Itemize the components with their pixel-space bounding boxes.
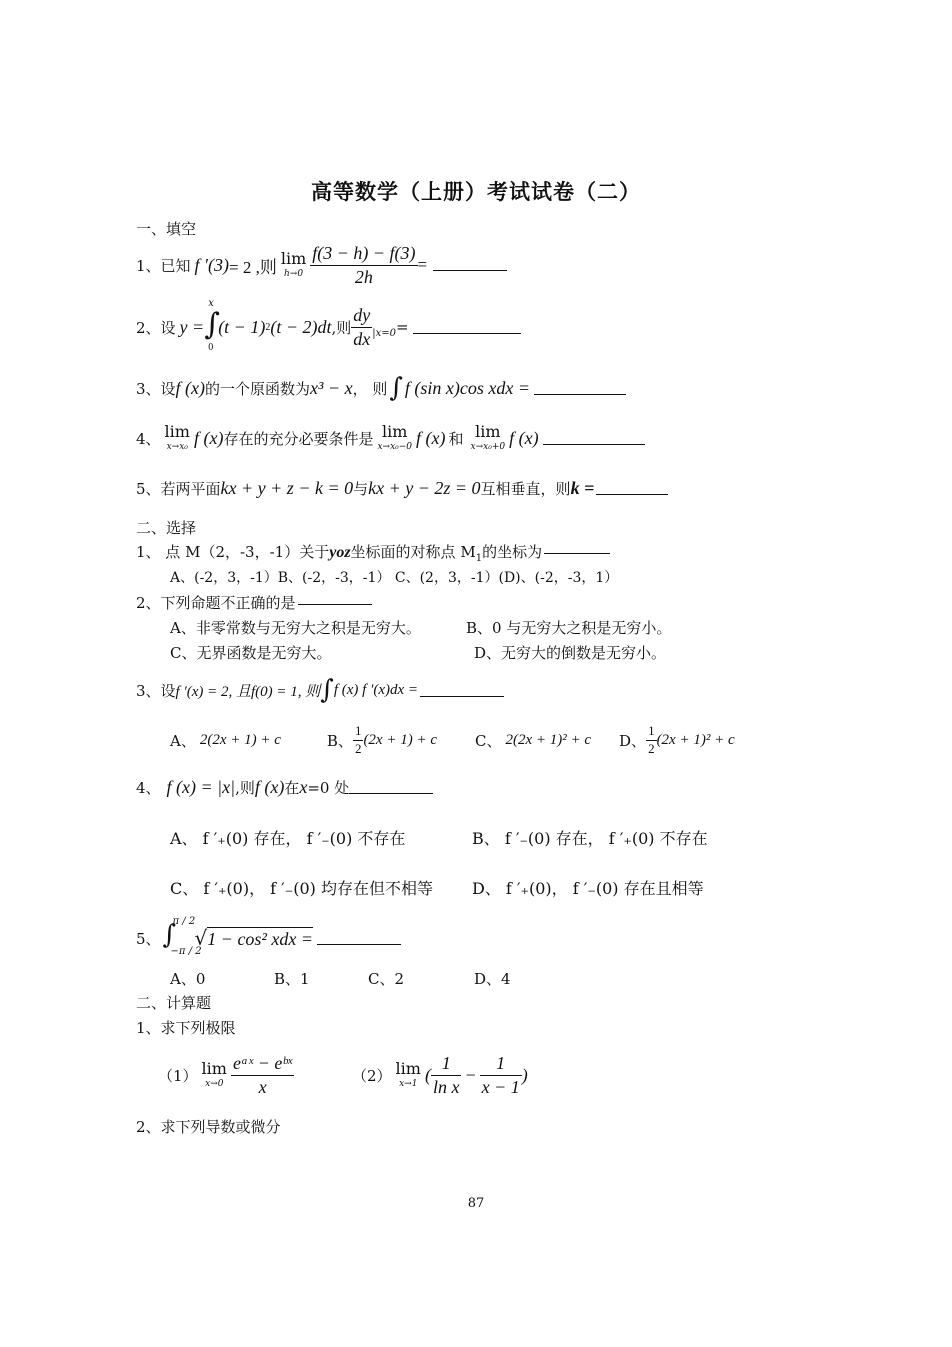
c4-at: 在 bbox=[284, 778, 300, 797]
q4-fx-left: f (x) bbox=[416, 427, 446, 448]
q5-with: 与 bbox=[353, 479, 369, 498]
c3-answer-blank[interactable] bbox=[420, 695, 504, 697]
page-title: 高等数学（上册）考试试卷（二） bbox=[311, 180, 641, 204]
q2-derivative: $\frac{dy}{dx}$ bbox=[353, 305, 371, 349]
c5-answer-blank[interactable] bbox=[317, 943, 401, 945]
question-1: 1、已知 f ′(3) = 2 ,则 lim h→0 $\frac{f(3 - h) - f(3)}{2h}$ = bbox=[136, 240, 507, 290]
section-heading-fill-blank: 一、填空 bbox=[136, 220, 197, 238]
q5-plane-1: kx + y + z − k = 0 bbox=[220, 477, 354, 498]
q4-label: 4、 bbox=[136, 429, 161, 448]
c1-text-3: 的坐标为 bbox=[482, 543, 543, 561]
q3-integral: f (sin x)cos xdx = bbox=[404, 377, 531, 398]
c3-option-b-label: B、 bbox=[326, 731, 353, 750]
c1-text: 1、 点 M（2，-3，-1）关于 bbox=[136, 543, 330, 561]
p2-fraction-2: $\frac{1}{x - 1}$ bbox=[481, 1053, 520, 1097]
c4-fx: f (x) bbox=[254, 776, 285, 797]
c5-sqrt-sign: √ bbox=[194, 926, 208, 950]
c3-integral: f (x) f ′(x)dx = bbox=[333, 681, 419, 698]
c4-option-d: D、 f ′₊(0)， f ′₋(0) 存在且相等 bbox=[472, 879, 704, 898]
c3-option-b: (2x + 1) + c bbox=[363, 731, 437, 748]
c5-option-d: D、4 bbox=[474, 970, 511, 988]
q3-label: 3、设 bbox=[136, 379, 176, 398]
q3-answer-blank[interactable] bbox=[534, 393, 626, 395]
c3-option-b-half: $\frac{1}{2}$ bbox=[354, 723, 362, 756]
choice-2 bbox=[136, 592, 372, 613]
section-heading-computation: 二、计算题 bbox=[136, 994, 212, 1012]
c4-at-zero: =0 处 bbox=[307, 778, 350, 797]
question-3 bbox=[136, 372, 626, 404]
q3-integral-sign: ∫ bbox=[389, 373, 403, 403]
c2-answer-blank[interactable] bbox=[298, 603, 372, 605]
c3-condition: f ′(x) = 2, 且f(0) = 1, 则 bbox=[175, 683, 321, 700]
q2-y: y = bbox=[179, 316, 205, 337]
page-number: 87 bbox=[467, 1196, 485, 1211]
choice-1 bbox=[136, 541, 610, 564]
q1-condition: = 2 ,则 bbox=[228, 257, 277, 277]
q3-fx: f (x) bbox=[175, 377, 206, 398]
q4-right-limit: lim x→x₀+0 bbox=[470, 422, 506, 452]
c1-options: A、(-2，3，-1）B、(-2，-3，-1） C、(2，3，-1）(D)、(-2，-3，1） bbox=[170, 570, 619, 586]
c3-integral-sign: ∫ bbox=[320, 675, 334, 705]
q5-k: k = bbox=[570, 477, 595, 498]
choice-5 bbox=[136, 916, 401, 960]
p2-limit: lim x→1 bbox=[395, 1059, 421, 1089]
q1-answer-blank[interactable] bbox=[433, 269, 507, 271]
c4-answer-blank[interactable] bbox=[349, 792, 433, 794]
section-heading-choice: 二、选择 bbox=[136, 519, 197, 537]
computation-item-2: 2、求下列导数或微分 bbox=[136, 1118, 281, 1136]
c2-option-d: D、无穷大的倒数是无穷小。 bbox=[474, 644, 667, 662]
c3-option-d: (2x + 1)² + c bbox=[656, 731, 735, 748]
q4-left-limit: lim x→x₀−0 bbox=[377, 422, 413, 452]
c4-option-c: C、 f ′₊(0)， f ′₋(0) 均存在但不相等 bbox=[170, 879, 434, 898]
p1-label: （1） bbox=[158, 1066, 198, 1085]
c2-text: 2、下列命题不正确的是 bbox=[136, 594, 296, 612]
q1-limit: lim h→0 bbox=[280, 249, 307, 279]
p1-fraction: $\frac{\text{eᵃˣ − eᵇˣ}}{x}$ bbox=[232, 1053, 293, 1097]
q2-integrand-2: (t − 2)dt bbox=[270, 316, 332, 337]
q4-limit: lim x→x₀ bbox=[164, 422, 190, 452]
question-2: 2、设 y = ∫ x 0 (t − 1) 2 (t − 2)dt ,则 $\frac{dy}{dx}$ |x=0 = bbox=[136, 300, 521, 354]
c3-option-d-half: $\frac{1}{2}$ bbox=[648, 723, 655, 756]
q3-text: 的一个原函数为 bbox=[205, 379, 311, 398]
q1-label: 1、已知 bbox=[136, 256, 191, 275]
c4-then: ,则 bbox=[235, 778, 255, 797]
q5-text: 互相垂直，则 bbox=[480, 479, 571, 498]
q4-answer-blank[interactable] bbox=[543, 443, 645, 445]
c4-x: x bbox=[299, 776, 308, 797]
c5-option-b: B、1 bbox=[274, 970, 310, 988]
computation-item-1: 1、求下列极限 bbox=[136, 1019, 236, 1037]
c1-yoz: yoz bbox=[329, 544, 351, 561]
c3-label: 3、设 bbox=[136, 681, 176, 700]
c5-option-c: C、2 bbox=[368, 970, 405, 988]
c1-answer-blank[interactable] bbox=[544, 552, 610, 554]
q4-fx-right: f (x) bbox=[509, 427, 539, 448]
c2-option-c: C、无界函数是无穷大。 bbox=[170, 644, 332, 662]
q3-expression: x³ − x bbox=[310, 377, 353, 398]
c1-text-2: 坐标面的对称点 M bbox=[350, 543, 476, 561]
c3-option-c-label: C、 bbox=[475, 731, 502, 750]
c3-option-a-label: A、 bbox=[170, 731, 196, 750]
q4-fx: f (x) bbox=[193, 427, 224, 448]
q4-and: 和 bbox=[448, 429, 464, 448]
p2-fraction-1: $\frac{1}{\text{ln x}}$ bbox=[432, 1053, 460, 1097]
q2-integrand: (t − 1) bbox=[218, 316, 266, 337]
q1-equals: = bbox=[417, 255, 428, 274]
q2-evaluated-at: |x=0 bbox=[372, 327, 396, 339]
computation-limit-2: （2） lim x→1 ( $\frac{1}{\text{ln x}}$ − $\frac{1}{x - 1}$ ) bbox=[352, 1053, 528, 1097]
c3-option-d-label: D、 bbox=[619, 731, 647, 750]
c4-expression: f (x) = |x| bbox=[166, 776, 236, 797]
q2-then: ,则 bbox=[331, 318, 352, 337]
c4-option-a: A、 f ′₊(0) 存在， f ′₋(0) 不存在 bbox=[170, 829, 406, 848]
p1-limit: lim x→0 bbox=[201, 1059, 227, 1089]
c5-expression: 1 − cos² xdx = bbox=[207, 928, 313, 949]
c3-option-c: 2(2x + 1)² + c bbox=[505, 731, 592, 748]
c3-options bbox=[170, 722, 735, 758]
q2-integral: ∫ x 0 bbox=[204, 298, 220, 353]
c5-label: 5、 bbox=[136, 929, 161, 948]
choice-3 bbox=[136, 674, 504, 706]
p2-label: （2） bbox=[352, 1066, 392, 1085]
c4-option-b: B、 f ′₋(0) 存在， f ′₊(0) 不存在 bbox=[472, 829, 708, 848]
q2-equals: = bbox=[396, 318, 409, 336]
q1-fraction: $\frac{f(3 - h) - f(3)}{2h}$ bbox=[312, 243, 416, 287]
q5-answer-blank[interactable] bbox=[596, 493, 668, 495]
q4-text: 存在的充分必要条件是 bbox=[223, 429, 374, 448]
q2-answer-blank[interactable] bbox=[413, 332, 521, 334]
c5-integral: ∫ π / 2 −π / 2 bbox=[162, 916, 202, 957]
c5-option-a: A、0 bbox=[170, 970, 206, 988]
c4-label: 4、 bbox=[136, 778, 161, 797]
q5-label: 5、若两平面 bbox=[136, 479, 221, 498]
choice-4 bbox=[136, 774, 433, 800]
question-5 bbox=[136, 474, 668, 502]
c3-option-a: 2(2x + 1) + c bbox=[199, 731, 281, 748]
q2-label: 2、设 bbox=[136, 318, 176, 337]
question-4 bbox=[136, 420, 645, 456]
q3-then: ， 则 bbox=[352, 379, 388, 398]
c2-option-b: B、0 与无穷大之积是无穷小。 bbox=[466, 619, 672, 637]
q5-plane-2: kx + y − 2z = 0 bbox=[368, 477, 481, 498]
computation-limit-1 bbox=[158, 1050, 294, 1100]
c1-subscript: 1 bbox=[475, 553, 483, 564]
c2-option-a: A、非零常数与无穷大之积是无穷大。 bbox=[170, 619, 421, 637]
